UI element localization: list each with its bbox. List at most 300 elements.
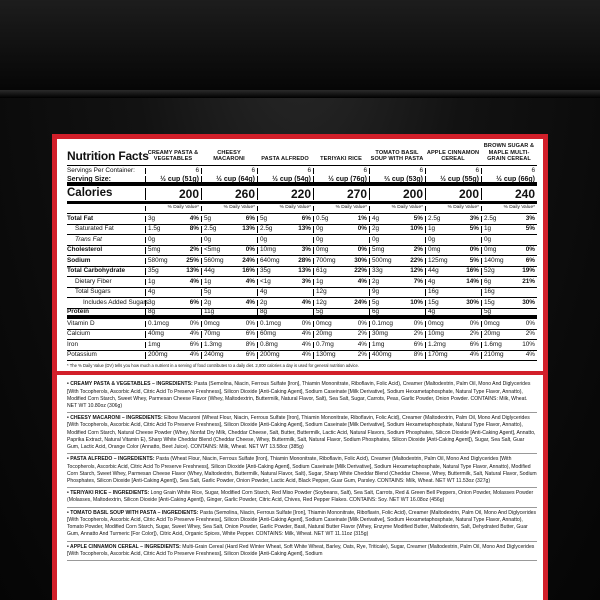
micronutrient-percent: 8%: [245, 340, 255, 348]
micronutrient-cell: [257, 352, 313, 358]
nutrient-percent: 4%: [357, 277, 367, 285]
ingredient-title: • TOMATO BASIL SOUP WITH PASTA – INGREDIENTS:: [67, 509, 199, 516]
nutrient-cell: [369, 289, 425, 295]
nutrient-amount: 1g: [484, 225, 492, 233]
nutrient-percent: 6%: [301, 214, 311, 222]
nutrient-row: [67, 309, 537, 320]
daily-value-header: % Daily Value*: [313, 206, 369, 211]
micronutrient-amount: 0mcg: [484, 319, 500, 327]
nutrient-cell: [425, 258, 481, 264]
micronutrient-cell: [201, 352, 257, 358]
nutrient-amount: 15g: [428, 298, 439, 306]
nutrient-amount: 52g: [484, 267, 495, 275]
nutrient-amount: 140mg: [484, 256, 504, 264]
nutrient-percent: 19%: [522, 267, 535, 275]
nutrient-percent: 4%: [189, 214, 199, 222]
nutrient-amount: 44g: [428, 267, 439, 275]
micronutrient-percent: 0%: [413, 319, 423, 327]
nutrient-cell: [257, 268, 313, 274]
serving-size-row: [67, 176, 537, 186]
micronutrient-cell: [313, 352, 369, 358]
micronutrient-label: Potassium: [67, 351, 97, 359]
servings-value: 6: [369, 168, 425, 174]
micronutrient-cell: [425, 321, 481, 327]
servings-value: 6: [145, 168, 201, 174]
column-name: BROWN SUGAR & MAPLE MULTI-GRAIN CEREAL: [483, 143, 535, 163]
servings-label: Servings Per Container:: [67, 166, 135, 174]
micronutrient-percent: 6%: [189, 340, 199, 348]
nutrient-label: Total Carbohydrate: [67, 267, 126, 275]
micronutrient-amount: 70mg: [204, 330, 220, 338]
nutrient-percent: 30%: [354, 256, 367, 264]
micronutrient-cell: [145, 352, 201, 358]
nutrient-percent: 5%: [525, 225, 535, 233]
serving-size-value: ½ cup (51g): [145, 176, 201, 183]
nutrient-percent: 5%: [469, 256, 479, 264]
nutrient-percent: 24%: [242, 256, 255, 264]
nutrient-amount: 560mg: [204, 256, 224, 264]
nutrient-cell: [257, 258, 313, 264]
nutrient-cell: [369, 309, 425, 315]
column-name: APPLE CINNAMON CEREAL: [426, 149, 480, 163]
nutrient-rows: [67, 214, 537, 319]
nutrient-amount: 0g: [428, 235, 436, 243]
nutrient-cell: [425, 247, 481, 253]
nutrient-cell: [257, 279, 313, 285]
micronutrient-amount: 0.7mg: [316, 340, 334, 348]
nutrient-amount: 2g: [372, 277, 380, 285]
micronutrient-cell: [369, 342, 425, 348]
daily-value-header: % Daily Value*: [145, 206, 201, 211]
nutrient-amount: 3g: [148, 214, 156, 222]
nutrient-cell: [145, 216, 201, 222]
nutrient-cell: [145, 258, 201, 264]
nutrient-cell: [201, 300, 257, 306]
micronutrient-amount: 1mg: [372, 340, 385, 348]
nutrient-amount: 4g: [428, 277, 436, 285]
micronutrient-cell: [257, 342, 313, 348]
micronutrient-cell: [369, 331, 425, 337]
nutrient-cell: [369, 258, 425, 264]
nutrient-cell: [145, 289, 201, 295]
serving-size-value: ½ cup (54g): [257, 176, 313, 183]
nutrient-percent: 8%: [189, 225, 199, 233]
micronutrient-percent: 0%: [525, 319, 535, 327]
nutrient-row: [67, 256, 537, 267]
nutrient-cell: [481, 247, 537, 253]
ingredient-text: Pasta (Wheat Flour, Niacin, Ferrous Sulfate [Iron], Thiamin Mononitrate, Riboflavin, Folic Acid), Creamer (Maltodextrin, Palm Oil, Mono And Diglycerides [With Tocopherols, Ascorbic Acid, Citric Acid To Preserve Freshness], Silicon Dioxide [Anti-Caking Agent], Sodium Caseinate [Milk Derivative], Sodium Hexametaphosphate, Natural Type Flavor, Annatto), Modified Corn Starch, Sweet Whey, Parmesan Cheese Flavor (Whey, Maltodextrin, Buttermilk, Natural Flavor, Salt), Sugar, Sharp White Cheddar Blend (Cheddar Cheese, Whey, Buttermilk, Salt, Natural Flavor, Sodium Phosphates, Silicon Dioxide [Anti-Caking Agent]), Sea Salt, Garlic Powder, Onion Powder, Lactic Acid, Black Pepper, Guar Gum, Parsley. CONTAINS: Milk, Wheat. NET WT 11.53oz (327g): [67, 456, 537, 484]
nutrient-percent: 13%: [298, 225, 311, 233]
micronutrient-cell: [481, 352, 537, 358]
ingredient-text: Pasta (Semolina, Niacin, Ferrous Sulfate [Iron], Thiamin Mononitrate, Riboflavin, Folic Acid), Creamer (Maltodextrin, Palm Oil, Mono And Diglycerides [With Tocopherols, Ascorbic Acid, Citric Acid To Preserve Freshness], Silicon Dioxide [Anti-Caking Agent], Sodium Caseinate [Milk Derivative], Sodium Hexametaphosphate, Natural Type Flavor, Annatto), Tomato Powder, Modified Corn Starch, Sugar, Sweet Whey, Sea Salt, Onion Powder, Garlic Powder, Basil, Natural Butter Flavor (Whey, Enzyme Modified Butter, Maltodextrin, Salt, Dehydrated Butter, Guar Gum, Annatto And Turmeric [For Color]), Citric Acid, Organic Spices, White Pepper. CONTAINS: Milk, Wheat. NET WT 11.11oz (315g): [67, 509, 537, 538]
nutrient-percent: 5%: [413, 214, 423, 222]
ingredient-entry: [67, 508, 537, 542]
nutrient-amount: 5mg: [372, 246, 385, 254]
ingredient-text: Pasta (Semolina, Niacin, Ferrous Sulfate [Iron], Thiamin Mononitrate, Riboflavin, Folic Acid), Creamer (Maltodextrin, Palm Oil, Mono And Diglycerides [With Tocopherols, Ascorbic Acid, Citric Acid To Preserve Freshness], Silicon Dioxide [Anti-Caking Agent], Sodium Caseinate [Milk Derivative], Sodium Hexametaphosphate, Natural Type Flavor, Annatto), Modified Corn Starch, Sweet Whey, Parmesan Cheese Flavor (Whey, Maltodextrin, Buttermilk, Natural Flavor, Salt), Sea Salt, Sugar, Carrots, Peas, Garlic Powder, Onion Powder. CONTAINS: Milk, Wheat. NET WT 10.80oz (306g): [67, 381, 531, 410]
micronutrient-row: [67, 351, 537, 362]
micronutrient-amount: 170mg: [428, 351, 448, 359]
nutrient-cell: [481, 216, 537, 222]
nutrient-percent: 7%: [413, 277, 423, 285]
micronutrient-amount: 0.1mcg: [372, 319, 393, 327]
nutrient-amount: 1g: [316, 277, 324, 285]
micronutrient-cell: [201, 342, 257, 348]
serving-size-label: Serving Size:: [67, 176, 111, 184]
nutrient-percent: 3%: [301, 246, 311, 254]
micronutrient-amount: 210mg: [484, 351, 504, 359]
nutrient-amount: 2g: [204, 298, 212, 306]
column-name: CREAMY PASTA & VEGETABLES: [147, 149, 199, 163]
column-name: PASTA ALFREDO: [261, 156, 309, 163]
nutrient-label: Protein: [67, 307, 90, 315]
micronutrient-cell: [201, 321, 257, 327]
calories-value: 240: [481, 188, 537, 200]
nutrient-cell: [369, 279, 425, 285]
micronutrient-cell: [313, 321, 369, 327]
micronutrient-percent: 4%: [189, 351, 199, 359]
daily-value-header-row: [67, 204, 537, 214]
nutrient-row: [67, 298, 537, 309]
nutrient-cell: [369, 300, 425, 306]
nutrient-cell: [257, 300, 313, 306]
micronutrient-cell: [145, 321, 201, 327]
nutrient-amount: 5g: [260, 214, 268, 222]
nutrient-cell: [481, 289, 537, 295]
nutrient-amount: 4g: [372, 214, 380, 222]
ingredient-title: • CREAMY PASTA & VEGETABLES – INGREDIENTS:: [67, 381, 193, 388]
nutrient-percent: 5%: [469, 225, 479, 233]
micronutrient-percent: 10%: [522, 340, 535, 348]
nutrient-amount: 0g: [316, 225, 324, 233]
nutrient-percent: 12%: [410, 267, 423, 275]
nutrient-amount: 61g: [316, 267, 327, 275]
nutrient-percent: 0%: [357, 225, 367, 233]
nutrient-amount: 580mg: [148, 256, 168, 264]
nutrient-row: [67, 225, 537, 236]
nutrient-row: [67, 288, 537, 299]
micronutrient-percent: 2%: [357, 351, 367, 359]
ingredient-entry: [67, 488, 537, 507]
nutrient-cell: [201, 309, 257, 315]
nutrient-amount: 0g: [372, 235, 380, 243]
daily-value-header: % Daily Value*: [481, 206, 537, 211]
nutrient-amount: 5g: [204, 288, 212, 296]
nutrient-cell: [481, 268, 537, 274]
micronutrient-percent: 4%: [301, 330, 311, 338]
micronutrient-row: [67, 330, 537, 341]
daily-value-header: % Daily Value*: [257, 206, 313, 211]
nutrient-cell: [425, 279, 481, 285]
nutrient-row: [67, 277, 537, 288]
nutrient-cell: [369, 216, 425, 222]
micronutrient-percent: 2%: [469, 330, 479, 338]
nutrient-label: Cholesterol: [67, 246, 103, 254]
nutrient-cell: [201, 268, 257, 274]
micronutrient-percent: 4%: [357, 340, 367, 348]
nutrient-percent: 3%: [301, 277, 311, 285]
servings-value: 6: [481, 168, 537, 174]
nutrient-cell: [145, 237, 201, 243]
nutrition-header: [67, 143, 537, 166]
micronutrient-amount: 240mg: [204, 351, 224, 359]
nutrient-label: Total Fat: [67, 214, 94, 222]
ingredient-text: Long Grain White Rice, Sugar, Modified Corn Starch, Red Miso Powder (Soybeans, Salt), Sea Salt, Carrots, Red & Green Bell Peppers, Onion Powder, Molasses Powder (Molasses, Maltodextrin, Silicon Dioxide [Anti-Caking Agent]), Ginger, Garlic Powder, Citric Acid, Chives, Red Pepper Flakes. CONTAINS: Soy. NET WT 16.08oz (456g): [67, 490, 534, 504]
nutrient-cell: [145, 300, 201, 306]
nutrient-cell: [313, 268, 369, 274]
daily-value-header: % Daily Value*: [369, 206, 425, 211]
nutrient-amount: 0g: [484, 235, 492, 243]
micronutrient-percent: 4%: [525, 351, 535, 359]
micronutrient-cell: [481, 342, 537, 348]
micronutrient-amount: 0.8mg: [260, 340, 278, 348]
micronutrient-cell: [145, 331, 201, 337]
nutrient-percent: 13%: [242, 225, 255, 233]
micronutrient-amount: 200mg: [260, 351, 280, 359]
nutrient-amount: 12g: [316, 288, 327, 296]
micronutrient-amount: 0mcg: [316, 319, 332, 327]
micronutrient-cell: [425, 342, 481, 348]
micronutrient-row: [67, 319, 537, 330]
nutrient-row: [67, 246, 537, 257]
nutrient-amount: 5g: [372, 298, 380, 306]
micronutrient-cell: [425, 331, 481, 337]
micronutrient-percent: 4%: [189, 330, 199, 338]
calories-value: 200: [369, 188, 425, 200]
nutrient-amount: 35g: [148, 267, 159, 275]
nutrient-cell: [425, 237, 481, 243]
micronutrient-percent: 0%: [189, 319, 199, 327]
nutrient-cell: [201, 247, 257, 253]
micronutrient-cell: [201, 331, 257, 337]
micronutrient-cell: [257, 321, 313, 327]
nutrient-percent: 14%: [466, 277, 479, 285]
nutrient-cell: [425, 289, 481, 295]
micronutrient-amount: 0mcg: [428, 319, 444, 327]
servings-value: 6: [313, 168, 369, 174]
micronutrient-cell: [369, 321, 425, 327]
micronutrient-cell: [369, 352, 425, 358]
nutrition-title: Nutrition Facts: [67, 149, 149, 164]
micronutrient-amount: 1mg: [148, 340, 161, 348]
ingredient-entry: [67, 454, 537, 488]
nutrient-percent: 28%: [298, 256, 311, 264]
nutrient-cell: [313, 258, 369, 264]
nutrient-percent: 25%: [186, 256, 199, 264]
ingredient-entry: [67, 379, 537, 413]
micronutrient-percent: 4%: [469, 351, 479, 359]
nutrient-percent: 16%: [242, 267, 255, 275]
label-frame: [52, 134, 548, 600]
micronutrient-cell: [145, 342, 201, 348]
ingredient-title: • TERIYAKI RICE – INGREDIENTS:: [67, 490, 150, 497]
nutrient-percent: 4%: [189, 277, 199, 285]
ingredient-entry: [67, 542, 537, 561]
nutrient-amount: 2.5g: [428, 214, 441, 222]
nutrient-percent: 1%: [357, 214, 367, 222]
nutrient-cell: [313, 309, 369, 315]
nutrient-cell: [425, 226, 481, 232]
nutrient-cell: [201, 237, 257, 243]
nutrient-cell: [481, 226, 537, 232]
nutrient-percent: 4%: [301, 298, 311, 306]
nutrient-cell: [425, 268, 481, 274]
calories-value: 260: [201, 188, 257, 200]
micronutrient-percent: 4%: [301, 351, 311, 359]
servings-value: 6: [257, 168, 313, 174]
ingredient-title: • CHEESY MACARONI – INGREDIENTS:: [67, 415, 163, 422]
micronutrient-row: [67, 340, 537, 351]
micronutrient-cell: [257, 331, 313, 337]
servings-value: 6: [425, 168, 481, 174]
nutrient-cell: [145, 279, 201, 285]
daily-value-header: % Daily Value*: [201, 206, 257, 211]
nutrient-label: Dietary Fiber: [75, 277, 112, 285]
micronutrient-amount: 400mg: [372, 351, 392, 359]
nutrient-cell: [481, 258, 537, 264]
micronutrient-percent: 4%: [301, 340, 311, 348]
micronutrient-rows: [67, 319, 537, 361]
column-name: CHEESY MACARONI: [213, 149, 245, 163]
micronutrient-percent: 0%: [245, 319, 255, 327]
nutrient-cell: [201, 258, 257, 264]
nutrient-amount: 1g: [428, 225, 436, 233]
servings-row: [67, 166, 537, 176]
nutrient-cell: [481, 300, 537, 306]
nutrient-amount: 4g: [148, 288, 156, 296]
nutrient-cell: [201, 279, 257, 285]
nutrient-cell: [201, 216, 257, 222]
nutrient-label: Total Sugars: [75, 288, 111, 296]
nutrient-row: [67, 214, 537, 225]
nutrient-cell: [313, 216, 369, 222]
nutrient-amount: 10mg: [260, 246, 276, 254]
serving-size-value: ½ cup (64g): [201, 176, 257, 183]
nutrient-cell: [145, 226, 201, 232]
calories-value: 270: [313, 188, 369, 200]
nutrient-amount: 0mg: [316, 246, 329, 254]
nutrient-amount: 0mg: [484, 246, 497, 254]
nutrient-cell: [481, 279, 537, 285]
nutrient-cell: [425, 216, 481, 222]
nutrient-amount: 8g: [148, 307, 156, 315]
nutrient-cell: [145, 268, 201, 274]
micronutrient-percent: 6%: [245, 330, 255, 338]
nutrient-cell: [425, 300, 481, 306]
nutrient-cell: [201, 226, 257, 232]
nutrient-amount: 15g: [484, 298, 495, 306]
nutrient-cell: [481, 237, 537, 243]
micronutrient-amount: 60mg: [260, 330, 276, 338]
nutrient-percent: 30%: [522, 298, 535, 306]
nutrient-percent: 3%: [469, 214, 479, 222]
nutrient-amount: 0.5g: [316, 214, 329, 222]
nutrient-cell: [481, 309, 537, 315]
micronutrient-cell: [481, 331, 537, 337]
micronutrient-amount: 20mg: [316, 330, 332, 338]
nutrient-cell: [313, 289, 369, 295]
nutrient-cell: [369, 226, 425, 232]
daily-value-footnote: * The % Daily Value (DV) tells you how much a nutrient in a serving of food contributes to a daily diet. 2,000 calories a day is used for general nutrition advice.: [57, 361, 543, 375]
column-name: TOMATO BASIL SOUP WITH PASTA: [370, 149, 424, 163]
micronutrient-amount: 1.3mg: [204, 340, 222, 348]
nutrient-amount: <5mg: [204, 246, 221, 254]
nutrient-cell: [145, 309, 201, 315]
serving-size-value: ½ cup (76g): [313, 176, 369, 183]
nutrition-label: [57, 139, 543, 600]
ingredient-text: Multi-Grain Cereal (Hard Red Winter Wheat, Soft White Wheat, Barley, Oats, Rye, Triticale), Sugar, Creamer (Maltodextrin, Palm Oil, Mono And Diglycerides [With Tocopherols, Ascorbic Acid, Citric Acid To Preserve Freshness], Silicon Dioxide [Anti-Caking Agent], Sodium: [67, 543, 535, 557]
micronutrient-percent: 2%: [413, 330, 423, 338]
micronutrient-percent: 6%: [469, 340, 479, 348]
nutrient-row: [67, 235, 537, 246]
nutrient-percent: 13%: [298, 267, 311, 275]
nutrient-cell: [257, 237, 313, 243]
nutrient-percent: 24%: [354, 298, 367, 306]
nutrient-percent: 30%: [466, 298, 479, 306]
ingredient-title: • PASTA ALFREDO – INGREDIENTS:: [67, 456, 155, 463]
servings-value: 6: [201, 168, 257, 174]
micronutrient-percent: 2%: [357, 330, 367, 338]
nutrient-label: Saturated Fat: [75, 225, 114, 233]
nutrient-amount: 1g: [204, 277, 212, 285]
micronutrient-amount: 30mg: [372, 330, 388, 338]
micronutrient-cell: [313, 342, 369, 348]
nutrient-amount: 500mg: [372, 256, 392, 264]
nutrient-percent: 22%: [354, 267, 367, 275]
nutrient-amount: 2g: [372, 225, 380, 233]
ingredient-text: Elbow Macaroni (Wheat Flour, Niacin, Ferrous Sulfate [Iron], Thiamin Mononitrate, Riboflavin, Folic Acid), Creamer (Maltodextrin, Palm Oil, Mono And Diglycerides [With Tocopherols, Ascorbic Acid, Citric Acid To Preserve Freshness], Silicon Dioxide [Anti-Caking Agent], Sodium Caseinate [Milk Derivative], Sodium Hexametaphosphate, Natural Type Flavor, Annatto), Modified Corn Starch, Natural Cheese Powder (Whey, Nonfat Dry Milk, Cheddar Cheese, Salt, Butter, Buttermilk, Lactic Acid, Natural Flavors, Sodium Phosphates, Silicon Dioxide [Anti-Caking Agent], Annatto, Paprika Extract, Natural Vitamin E), Sharp White Cheddar Blend (Cheddar Cheese, Whey, Buttermilk, Salt, Natural Flavor, Sodium Phosphates, Silicon Dioxide [Anti-Caking Agent]), Sugar, Sea Salt, Guar Gum, Lactic Acid, Orange Color (Annatto, Beet Juice). CONTAINS: Milk, Wheat. NET WT 13.58oz (385g): [67, 415, 536, 451]
nutrient-percent: 0%: [357, 246, 367, 254]
micronutrient-label: Vitamin D: [67, 319, 95, 327]
nutrient-amount: 6g: [484, 277, 492, 285]
nutrient-amount: 2.5g: [260, 225, 273, 233]
micronutrient-cell: [481, 321, 537, 327]
nutrient-label: Sodium: [67, 256, 91, 264]
nutrient-cell: [257, 216, 313, 222]
nutrient-amount: 0g: [148, 235, 156, 243]
nutrient-percent: 22%: [410, 256, 423, 264]
nutrient-percent: 3%: [525, 214, 535, 222]
nutrient-cell: [257, 289, 313, 295]
nutrient-percent: 0%: [469, 246, 479, 254]
nutrient-label: Trans Fat: [75, 235, 102, 243]
calories-label: Calories: [67, 186, 113, 199]
micronutrient-amount: 200mg: [148, 351, 168, 359]
calories-value: 220: [257, 188, 313, 200]
ingredient-entry: [67, 413, 537, 454]
nutrient-cell: [201, 289, 257, 295]
nutrient-amount: 4g: [260, 288, 268, 296]
nutrient-label: Includes Added Sugars: [83, 298, 149, 306]
nutrient-amount: 44g: [204, 267, 215, 275]
nutrient-percent: 10%: [410, 225, 423, 233]
nutrient-amount: 11g: [204, 307, 215, 315]
micronutrient-label: Iron: [67, 340, 79, 348]
micronutrient-amount: 130mg: [316, 351, 336, 359]
serving-size-value: ½ cup (55g): [425, 176, 481, 183]
micronutrient-amount: 0.1mcg: [148, 319, 169, 327]
nutrient-cell: [313, 279, 369, 285]
nutrient-amount: 16g: [428, 288, 439, 296]
nutrient-percent: 2%: [413, 246, 423, 254]
nutrient-amount: 5g: [204, 214, 212, 222]
micronutrient-amount: 40mg: [148, 330, 164, 338]
nutrient-amount: <1g: [260, 277, 271, 285]
nutrient-cell: [369, 237, 425, 243]
calories-value: 200: [425, 188, 481, 200]
micronutrient-amount: 10mg: [428, 330, 444, 338]
micronutrient-percent: 0%: [301, 319, 311, 327]
bucket-ridge: [0, 90, 600, 98]
